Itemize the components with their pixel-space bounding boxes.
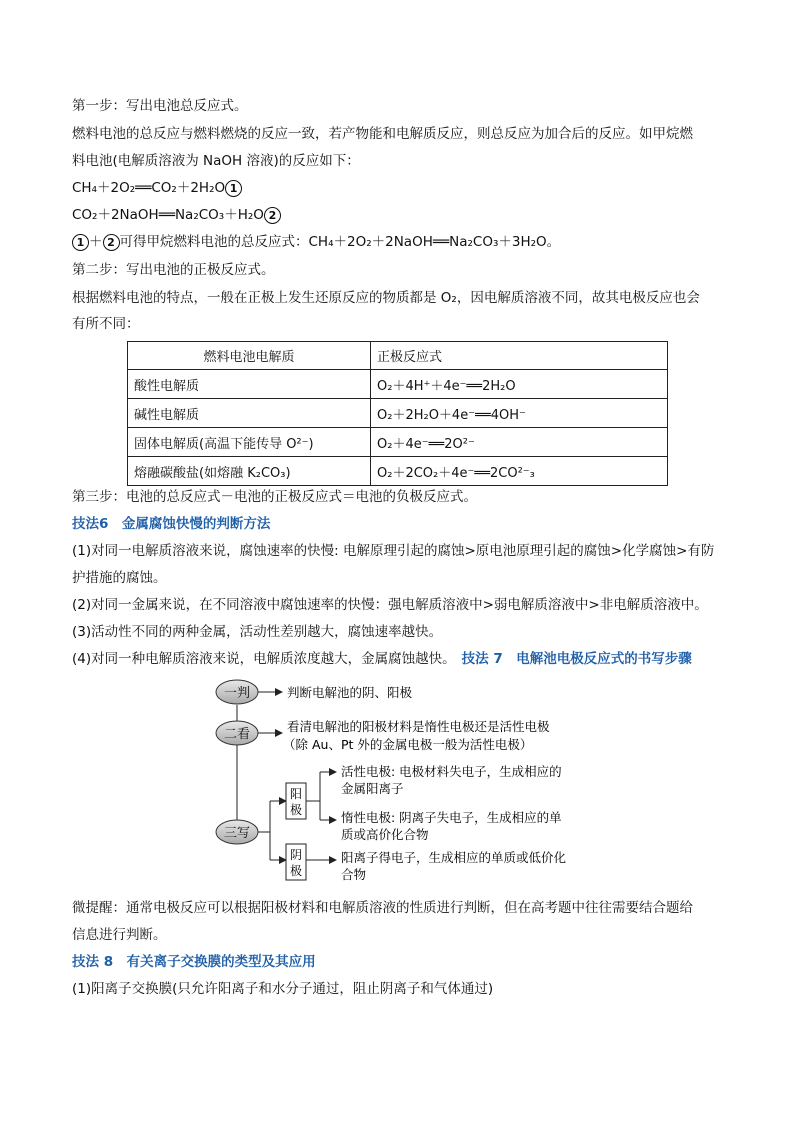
text-inert-line2: 质或高价化合物 (341, 827, 429, 842)
circled-number-1: 1 (72, 234, 89, 251)
cathode-label-2: 极 (289, 864, 303, 878)
node-write-label: 三写 (223, 826, 251, 841)
table-cell: 熔融碳酸盐(如熔融 K₂CO₃) (128, 457, 371, 486)
text-cathode-line1: 阳离子得电子，生成相应的单质或低价化 (341, 850, 567, 865)
circled-number-2: 2 (103, 234, 120, 251)
technique-6-point1-line2: 护措施的腐蚀。 (72, 570, 167, 586)
circled-number-2: 2 (264, 207, 281, 224)
technique-6-point4: (4)对同一种电解质溶液来说，电解质浓度越大，金属腐蚀越快。 (72, 651, 456, 667)
paragraph-positive-electrode-line2: 有所不同： (72, 316, 140, 332)
equation-2-text: CO₂＋2NaOH══Na₂CO₃＋H₂O (72, 207, 264, 223)
technique-8-point1: (1)阳离子交换膜(只允许阳离子和水分子通过，阻止阴离子和气体通过) (72, 981, 494, 997)
technique-6-point2: (2)对同一金属来说，在不同溶液中腐蚀速率的快慢：强电解质溶液中>弱电解质溶液中>非电解质溶液中。 (72, 597, 708, 613)
table-cell: O₂＋4H⁺＋4e⁻══2H₂O (371, 370, 668, 399)
paragraph-fuel-cell-line1: 燃料电池的总反应与燃料燃烧的反应一致，若产物能和电解质反应，则总反应为加合后的反应。如甲烷燃 (72, 126, 693, 142)
text-look-line2: （除 Au、Pt 外的金属电极一般为活性电极） (283, 737, 533, 752)
tip-line2: 信息进行判断。 (72, 927, 167, 943)
paragraph-positive-electrode-line1: 根据燃料电池的特点，一般在正极上发生还原反应的物质都是 O₂，因电解质溶液不同，故其电极反应也会 (72, 290, 700, 306)
equation-1-text: CH₄＋2O₂══CO₂＋2H₂O (72, 180, 226, 196)
table-cell: O₂＋2H₂O＋4e⁻══4OH⁻ (371, 399, 668, 428)
step2-line: 第二步：写出电池的正极反应式。 (72, 262, 275, 278)
table-cell: 碱性电解质 (128, 399, 371, 428)
node-look-label: 二看 (223, 727, 251, 742)
table-cell: 酸性电解质 (128, 370, 371, 399)
technique-6-point1-line1: (1)对同一电解质溶液来说，腐蚀速率的快慢: 电解原理引起的腐蚀>原电池原理引起的腐蚀>化学腐蚀>有防 (72, 543, 715, 559)
text-cathode-line2: 合物 (341, 867, 367, 882)
step1-line: 第一步：写出电池总反应式。 (72, 98, 248, 114)
equation-3-text: 可得甲烷燃料电池的总反应式：CH₄＋2O₂＋2NaOH══Na₂CO₃＋3H₂O。 (119, 234, 561, 250)
table-cell: O₂＋2CO₂＋4e⁻══2CO²⁻₃ (371, 457, 668, 486)
table-cell: O₂＋4e⁻══2O²⁻ (371, 428, 668, 457)
node-judge-label: 一判 (223, 686, 251, 701)
technique-7-heading: 技法 7 电解池电极反应式的书写步骤 (461, 651, 692, 667)
table-header-electrolyte: 燃料电池电解质 (128, 342, 371, 370)
table-cell: 固体电解质(高温下能传导 O²⁻) (128, 428, 371, 457)
text-inert-line1: 惰性电极: 阴离子失电子，生成相应的单 (341, 810, 562, 825)
text-active-line2: 金属阳离子 (341, 781, 404, 796)
text-active-line1: 活性电极: 电极材料失电子，生成相应的 (341, 764, 562, 779)
technique-8-heading: 技法 8 有关离子交换膜的类型及其应用 (72, 954, 316, 970)
table-header-reaction: 正极反应式 (371, 342, 668, 370)
cathode-label-1: 阴 (289, 848, 303, 862)
step3-line: 第三步：电池的总反应式－电池的正极反应式＝电池的负极反应式。 (72, 489, 477, 505)
tip-line1: 微提醒：通常电极反应可以根据阳极材料和电解质溶液的性质进行判断，但在高考题中往往需要结合题给 (72, 900, 693, 916)
paragraph-fuel-cell-line2: 料电池(电解质溶液为 NaOH 溶液)的反应如下： (72, 153, 360, 169)
technique-6-point3: (3)活动性不同的两种金属，活动性差别越大，腐蚀速率越快。 (72, 624, 443, 640)
technique-6-heading: 技法6 金属腐蚀快慢的判断方法 (72, 516, 271, 532)
anode-label-2: 极 (289, 803, 303, 817)
anode-label-1: 阳 (289, 787, 303, 801)
text-look-line1: 看清电解池的阳极材料是惰性电极还是活性电极 (287, 719, 550, 734)
circled-number-1: 1 (225, 180, 242, 197)
plus-sign: ＋ (89, 234, 103, 250)
text-judge: 判断电解池的阴、阳极 (287, 685, 413, 700)
